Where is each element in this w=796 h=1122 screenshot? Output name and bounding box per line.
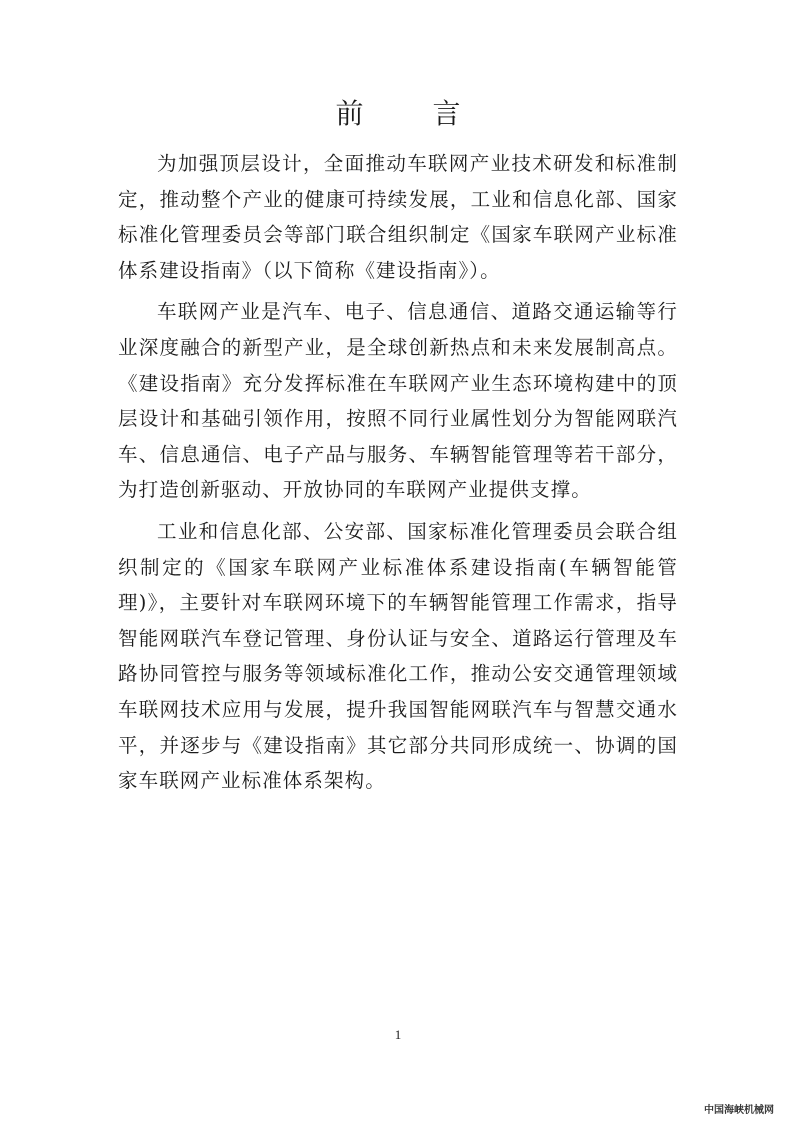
paragraph-3: 工业和信息化部、公安部、国家标准化管理委员会联合组织制定的《国家车联网产业标准体系建设指南(车辆智能管理)》，主要针对车联网环境下的车辆智能管理工作需求，指导智能网联汽车登记管理、身份认证与安全、道路运行管理及车路协同管控与服务等领域标准化工作，推动公安交通管理领域车联网技术应用与发展，提升我国智能网联汽车与智慧交通水平，并逐步与《建设指南》其它部分共同形成统一、协调的国家车联网产业标准体系架构。 [118,519,678,793]
page-number: 1 [394,1027,402,1042]
body-text [118,146,678,805]
watermark: 中国海峡机械网 [704,1105,774,1116]
paragraph-2: 车联网产业是汽车、电子、信息通信、道路交通运输等行业深度融合的新型产业，是全球创新热点和未来发展制高点。《建设指南》充分发挥标准在车联网产业生态环境构建中的顶层设计和基础引领作用，按照不同行业属性划分为智能网联汽车、信息通信、电子产品与服务、车辆智能管理等若干部分，为打造创新驱动、开放协同的车联网产业提供支撑。 [118,300,678,502]
paragraph-1: 为加强顶层设计，全面推动车联网产业技术研发和标准制定，推动整个产业的健康可持续发展，工业和信息化部、国家标准化管理委员会等部门联合组织制定《国家车联网产业标准体系建设指南》（以下简称《建设指南》）。 [118,152,678,282]
page-title: 前 言 [335,97,491,130]
